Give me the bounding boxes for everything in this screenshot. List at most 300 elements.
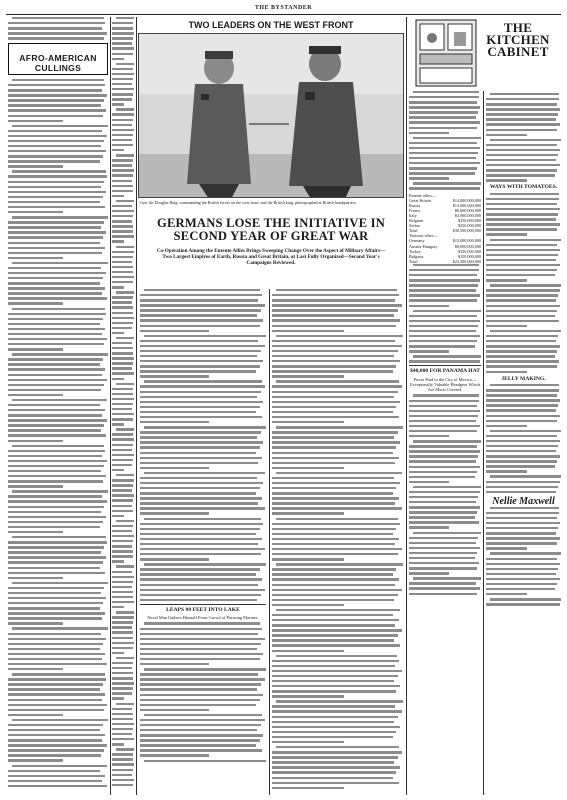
- text-line: [486, 588, 555, 590]
- text-line: [490, 430, 561, 432]
- text-line: [409, 511, 477, 513]
- text-line: [486, 208, 560, 210]
- body-text: [409, 91, 481, 190]
- text-line: [8, 191, 106, 193]
- text-line: [413, 91, 479, 93]
- text-line: [8, 389, 101, 391]
- text-line: [140, 568, 260, 570]
- text-line: [8, 643, 103, 645]
- text-line: [486, 203, 557, 205]
- text-line: [112, 505, 132, 507]
- text-line: [486, 563, 560, 565]
- text-line: [112, 677, 133, 679]
- text-line: [112, 682, 134, 684]
- text-line: [272, 446, 396, 448]
- text-line: [409, 284, 478, 286]
- text-line: [272, 365, 396, 367]
- text-line: [409, 330, 476, 332]
- text-line: [112, 93, 133, 95]
- text-line: [8, 597, 106, 599]
- text-line: [272, 751, 402, 753]
- text-line: [112, 327, 132, 329]
- text-line: [413, 394, 479, 396]
- text-line: [144, 518, 261, 520]
- text-line: [490, 330, 561, 332]
- text-line: [486, 470, 527, 472]
- text-line: [409, 455, 478, 457]
- text-line: [409, 96, 479, 98]
- panama-headline: $40,000 FOR PANAMA HAT: [409, 368, 481, 375]
- body-text: [8, 79, 108, 787]
- text-line: [112, 449, 132, 451]
- text-line: [272, 731, 396, 733]
- text-line: [409, 279, 480, 281]
- text-line: [490, 139, 561, 141]
- war-table-value: $13,000,000,000: [452, 202, 481, 208]
- text-line: [413, 577, 481, 579]
- text-line: [272, 634, 398, 636]
- text-line: [272, 467, 344, 469]
- text-line: [116, 17, 134, 19]
- text-line: [490, 384, 559, 386]
- text-line: [8, 201, 100, 203]
- text-line: [8, 343, 104, 345]
- main-headline: GERMANS LOSE THE INITIATIVE IN SECOND YEAR OF GREAT WAR: [156, 216, 386, 243]
- text-line: [12, 170, 106, 172]
- text-line: [272, 401, 400, 403]
- text-line: [112, 251, 134, 253]
- text-line: [112, 637, 133, 639]
- text-line: [486, 335, 558, 337]
- text-line: [272, 538, 399, 540]
- text-line: [8, 434, 106, 436]
- text-line: [8, 165, 63, 167]
- text-line: [112, 438, 134, 440]
- text-line: [112, 718, 133, 720]
- text-line: [12, 399, 107, 401]
- text-line: [8, 506, 104, 508]
- text-line: [272, 497, 399, 499]
- text-line: [486, 118, 556, 120]
- text-line: [8, 140, 104, 142]
- text-line: [12, 765, 107, 767]
- war-table-value: $38,500,000,000: [452, 228, 481, 234]
- text-line: [12, 353, 108, 355]
- cullings-title: AFRO-AMERICAN CULLINGS: [19, 53, 97, 73]
- text-line: [486, 345, 560, 347]
- text-line: [486, 409, 556, 411]
- war-table-label: Great Britain: [409, 197, 431, 203]
- text-line: [140, 482, 263, 484]
- text-line: [140, 330, 209, 332]
- photo-headline: TWO LEADERS ON THE WEST FRONT: [188, 20, 354, 30]
- text-line: [276, 655, 397, 657]
- text-line: [8, 94, 107, 96]
- main-article-col-1: [140, 289, 266, 795]
- text-line: [272, 416, 399, 418]
- text-line: [486, 174, 555, 176]
- text-line: [409, 491, 480, 493]
- text-line: [8, 160, 100, 162]
- text-line: [112, 642, 134, 644]
- text-line: [8, 247, 105, 249]
- text-line: [140, 401, 263, 403]
- text-line: [140, 704, 256, 706]
- text-line: [8, 602, 103, 604]
- text-line: [8, 379, 107, 381]
- text-line: [8, 607, 100, 609]
- text-line: [490, 239, 561, 241]
- text-line: [112, 758, 133, 760]
- text-line: [144, 472, 265, 474]
- text-line: [272, 665, 395, 667]
- text-line: [486, 465, 555, 467]
- text-line: [140, 502, 258, 504]
- war-cost-column: [409, 91, 481, 791]
- text-line: [272, 578, 399, 580]
- text-line: [140, 663, 209, 665]
- text-line: [490, 507, 559, 509]
- text-line: [272, 771, 396, 773]
- kitchen-title-line: THE: [503, 20, 533, 35]
- text-line: [8, 231, 106, 233]
- text-line: [8, 450, 105, 452]
- text-line: [409, 106, 480, 108]
- text-line: [140, 694, 263, 696]
- text-line: [272, 716, 398, 718]
- text-line: [112, 185, 133, 187]
- text-line: [112, 357, 134, 359]
- column-rule: [483, 91, 484, 795]
- text-line: [272, 548, 402, 550]
- text-line: [116, 520, 134, 522]
- text-line: [409, 274, 477, 276]
- text-line: [272, 385, 402, 387]
- text-line: [409, 425, 480, 427]
- text-line: [272, 604, 344, 606]
- text-line: [8, 653, 105, 655]
- text-line: [140, 673, 258, 675]
- war-table-label: Italy: [409, 212, 417, 218]
- text-line: [112, 738, 134, 740]
- text-line: [272, 589, 402, 591]
- text-line: [409, 142, 477, 144]
- text-line: [8, 734, 105, 736]
- text-line: [140, 599, 257, 601]
- text-line: [8, 374, 102, 376]
- text-line: [144, 714, 262, 716]
- war-table-label: France: [409, 207, 421, 213]
- text-line: [8, 313, 106, 315]
- text-line: [8, 318, 103, 320]
- text-line: [409, 506, 480, 508]
- text-line: [272, 355, 394, 357]
- text-line: [272, 299, 395, 301]
- text-line: [486, 320, 559, 322]
- text-line: [8, 211, 63, 213]
- text-line: [272, 507, 402, 509]
- text-line: [112, 322, 133, 324]
- text-line: [8, 546, 104, 548]
- text-line: [409, 335, 480, 337]
- text-line: [116, 200, 134, 202]
- main-deck: Co-Operation Among the Entente Allies Brings Sweeping Change Over the Aspect of Military Affairs—Two Largest Empires of Earth, Russia and Great Britain, at Last Fully Organized—Second Year's Campaigns Reviewed.: [156, 248, 386, 267]
- text-line: [140, 653, 263, 655]
- text-line: [112, 312, 133, 314]
- text-line: [112, 576, 134, 578]
- text-line: [8, 84, 105, 86]
- text-line: [8, 242, 100, 244]
- text-line: [409, 177, 449, 179]
- text-line: [112, 98, 132, 100]
- text-line: [409, 572, 449, 574]
- divider: [140, 604, 266, 605]
- text-line: [140, 314, 257, 316]
- column-rule: [110, 17, 111, 795]
- text-line: [409, 400, 479, 402]
- text-line: [140, 648, 257, 650]
- text-line: [413, 355, 481, 357]
- text-line: [8, 704, 107, 706]
- text-line: [409, 435, 449, 437]
- text-line: [8, 526, 100, 528]
- text-line: [486, 420, 557, 422]
- text-line: [140, 734, 263, 736]
- text-line: [486, 365, 557, 367]
- text-line: [8, 333, 102, 335]
- text-line: [140, 594, 261, 596]
- text-line: [409, 445, 477, 447]
- text-line: [272, 309, 398, 311]
- text-line: [140, 355, 257, 357]
- text-line: [276, 335, 403, 337]
- text-line: [486, 578, 560, 580]
- text-line: [140, 719, 265, 721]
- text-line: [409, 552, 477, 554]
- text-line: [116, 246, 134, 248]
- text-line: [409, 360, 480, 362]
- text-line: [112, 174, 133, 176]
- war-table-value: $8,000,000,000: [454, 243, 481, 249]
- war-table-value: $250,000,000: [457, 223, 481, 229]
- text-line: [144, 563, 266, 565]
- text-line: [409, 167, 477, 169]
- text-line: [8, 221, 104, 223]
- war-table-label: Bulgaria: [409, 253, 424, 259]
- text-line: [144, 335, 266, 337]
- text-line: [8, 394, 63, 396]
- text-line: [272, 543, 395, 545]
- text-line: [272, 482, 400, 484]
- text-line: [140, 724, 261, 726]
- text-line: [140, 573, 256, 575]
- text-line: [144, 426, 266, 428]
- text-line: [486, 279, 527, 281]
- text-line: [8, 668, 63, 670]
- text-line: [486, 264, 560, 266]
- text-line: [112, 388, 133, 390]
- text-line: [490, 552, 561, 554]
- text-line: [8, 633, 101, 635]
- text-line: [140, 350, 261, 352]
- text-line: [140, 446, 260, 448]
- text-line: [140, 411, 256, 413]
- text-line: [112, 306, 133, 308]
- text-line: [116, 748, 134, 750]
- text-line: [8, 120, 63, 122]
- masthead: [6, 3, 561, 15]
- text-line: [409, 111, 478, 113]
- text-line: [8, 592, 101, 594]
- text-line: [486, 517, 557, 519]
- text-line: [486, 325, 527, 327]
- war-table-label: Germany: [409, 238, 425, 244]
- text-line: [272, 411, 393, 413]
- text-line: [486, 512, 559, 514]
- text-line: [409, 587, 480, 589]
- text-line: [8, 770, 100, 772]
- text-line: [140, 589, 265, 591]
- text-line: [8, 32, 107, 34]
- text-line: [8, 27, 102, 29]
- text-line: [490, 193, 559, 195]
- text-line: [112, 169, 134, 171]
- text-line: [116, 657, 134, 659]
- text-line: [8, 206, 105, 208]
- text-line: [8, 688, 100, 690]
- text-line: [8, 130, 102, 132]
- body-text: [486, 93, 561, 182]
- body-text: [486, 384, 561, 493]
- body-text: [112, 17, 134, 786]
- text-line: [140, 688, 257, 690]
- text-line: [272, 330, 344, 332]
- body-text: [272, 289, 403, 789]
- text-line: [116, 108, 134, 110]
- text-line: [112, 266, 133, 268]
- text-line: [409, 121, 480, 123]
- text-line: [272, 436, 394, 438]
- text-line: [112, 240, 124, 242]
- text-line: [486, 223, 560, 225]
- text-line: [409, 496, 478, 498]
- text-line: [12, 17, 104, 19]
- text-line: [140, 294, 262, 296]
- text-line: [112, 271, 133, 273]
- text-line: [8, 267, 101, 269]
- text-line: [144, 668, 266, 670]
- text-line: [272, 761, 394, 763]
- text-line: [272, 619, 399, 621]
- text-line: [112, 164, 132, 166]
- author-signature: Nellie Maxwell: [492, 495, 555, 507]
- text-line: [8, 297, 107, 299]
- text-line: [8, 480, 103, 482]
- text-line: [486, 568, 558, 570]
- text-line: [486, 532, 556, 534]
- text-line: [112, 728, 133, 730]
- text-line: [112, 418, 133, 420]
- text-line: [409, 116, 476, 118]
- text-line: [272, 441, 400, 443]
- body-text: [486, 193, 561, 373]
- text-line: [272, 670, 402, 672]
- text-line: [409, 289, 476, 291]
- text-line: [112, 286, 124, 288]
- text-line: [486, 542, 557, 544]
- text-line: [12, 308, 105, 310]
- text-line: [272, 685, 400, 687]
- text-line: [8, 572, 105, 574]
- text-line: [140, 754, 209, 756]
- text-line: [112, 42, 132, 44]
- war-table-label: Turkey: [409, 248, 421, 254]
- text-line: [409, 557, 475, 559]
- text-line: [8, 658, 102, 660]
- text-line: [8, 419, 107, 421]
- text-line: [413, 182, 481, 184]
- text-line: [486, 399, 560, 401]
- text-line: [112, 489, 132, 491]
- text-line: [112, 713, 133, 715]
- text-line: [486, 450, 556, 452]
- leaps-deck: Naval Man Gathers Himself From Crowd of Pursuing Marines.: [147, 615, 259, 621]
- text-line: [8, 440, 63, 442]
- text-line: [409, 101, 477, 103]
- text-line: [486, 537, 560, 539]
- text-line: [413, 264, 479, 266]
- text-line: [8, 150, 106, 152]
- text-line: [272, 644, 400, 646]
- text-line: [112, 190, 133, 192]
- text-line: [140, 658, 260, 660]
- text-line: [272, 675, 398, 677]
- text-line: [112, 672, 133, 674]
- text-line: [112, 37, 133, 39]
- war-table-label: Total: [409, 258, 418, 264]
- war-cost-table: [409, 193, 481, 264]
- text-line: [272, 756, 398, 758]
- text-line: [276, 563, 403, 565]
- text-line: [486, 583, 557, 585]
- text-line: [8, 648, 100, 650]
- text-line: [8, 617, 102, 619]
- text-line: [486, 299, 556, 301]
- text-line: [112, 469, 124, 471]
- text-line: [112, 591, 133, 593]
- text-line: [486, 233, 527, 235]
- text-line: [486, 249, 560, 251]
- text-line: [112, 626, 132, 628]
- text-line: [8, 226, 101, 228]
- text-line: [272, 487, 396, 489]
- text-line: [409, 450, 480, 452]
- column-rule: [269, 289, 270, 795]
- text-line: [486, 445, 558, 447]
- text-line: [272, 528, 396, 530]
- text-line: [112, 763, 134, 765]
- text-line: [8, 739, 102, 741]
- text-line: [272, 782, 399, 784]
- war-table-label: Total: [409, 228, 418, 234]
- text-line: [140, 345, 265, 347]
- leaders-photo-image: [139, 34, 404, 198]
- text-line: [486, 305, 560, 307]
- text-line: [486, 486, 558, 488]
- text-line: [486, 134, 527, 136]
- text-line: [140, 441, 263, 443]
- text-line: [112, 230, 133, 232]
